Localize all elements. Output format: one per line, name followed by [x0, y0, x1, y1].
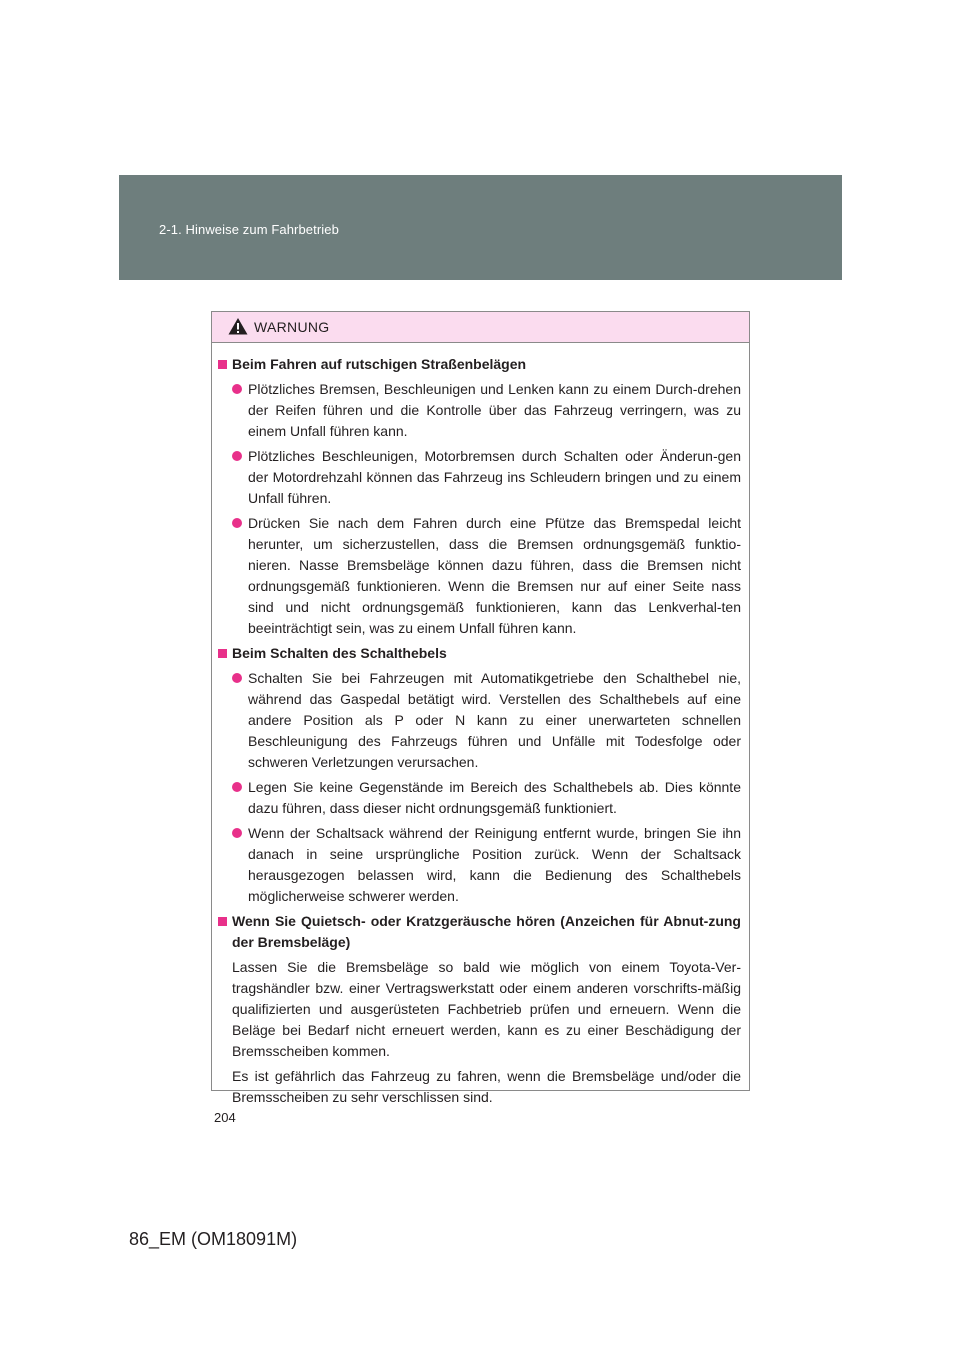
square-bullet-icon: [218, 917, 227, 926]
bullet-item: Plötzliches Bremsen, Beschleunigen und Lenken kann zu einem Durch-drehen der Reifen führen und die Kontrolle über das Fahrzeug verringern, was zu einem Unfall führen kann.: [218, 379, 741, 442]
section-heading: Beim Fahren auf rutschigen Straßenbelägen: [218, 354, 741, 375]
bullet-item: Schalten Sie bei Fahrzeugen mit Automatikgetriebe den Schalthebel nie, während das Gaspedal betätigt wird. Verstellen des Schalthebels auf eine andere Position als P oder N kann zu einer unerwarteten schnellen Beschleunigung des Fahrzeugs führen und Unfälle mit Todesfolge oder schweren Verletzungen verursachen.: [218, 668, 741, 773]
warning-body: [212, 343, 749, 1108]
warning-header: [212, 312, 749, 343]
dot-bullet-icon: [232, 451, 242, 461]
square-bullet-icon: [218, 649, 227, 658]
header-band: [119, 175, 842, 280]
warning-box: [211, 311, 750, 1105]
dot-bullet-icon: [232, 673, 242, 683]
section-heading: Wenn Sie Quietsch- oder Kratzgeräusche hören (Anzeichen für Abnut-zung der Bremsbeläge): [218, 911, 741, 953]
warning-triangle-icon: [228, 317, 248, 335]
dot-bullet-icon: [232, 828, 242, 838]
bullet-item: Drücken Sie nach dem Fahren durch eine Pfütze das Bremspedal leicht herunter, um sicherzustellen, dass die Bremsen ordnungsgemäß funktio-nieren. Nasse Bremsbeläge können dazu führen, dass die Bremsen nicht ordnungsgemäß funktionieren. Wenn die Bremsen nur auf einer Seite nass sind und nicht ordnungsgemäß funktionieren, kann das Lenkverhal-ten beeinträchtigt sein, was zu einem Unfall führen kann.: [218, 513, 741, 639]
page-number: 204: [214, 1110, 236, 1125]
bullet-item: Wenn der Schaltsack während der Reinigung entfernt wurde, bringen Sie ihn danach in seine ursprüngliche Position zurück. Wenn der Schaltsack herausgezogen belassen wird, kann die Bedienung des Schalthebels möglicherweise schwerer werden.: [218, 823, 741, 907]
document-code: 86_EM (OM18091M): [129, 1229, 298, 1249]
bullet-item: Plötzliches Beschleunigen, Motorbremsen durch Schalten oder Änderun-gen der Motordrehzahl können das Fahrzeug ins Schleudern bringen und zu einem Unfall führen.: [218, 446, 741, 509]
bullet-item: Legen Sie keine Gegenstände im Bereich des Schalthebels ab. Dies könnte dazu führen, dass dieser nicht ordnungsgemäß funktioniert.: [218, 777, 741, 819]
warning-title: WARNUNG: [254, 319, 330, 335]
paragraph: Es ist gefährlich das Fahrzeug zu fahren, wenn die Bremsbeläge und/oder die Bremsscheiben zu sehr verschlissen sind.: [232, 1068, 741, 1105]
dot-bullet-icon: [232, 518, 242, 528]
dot-bullet-icon: [232, 782, 242, 792]
section-heading: Beim Schalten des Schalthebels: [218, 643, 741, 664]
dot-bullet-icon: [232, 384, 242, 394]
square-bullet-icon: [218, 360, 227, 369]
section-title: 2-1. Hinweise zum Fahrbetrieb: [159, 222, 339, 237]
paragraph: Lassen Sie die Bremsbeläge so bald wie möglich von einem Toyota-Ver-tragshändler bzw. einer Vertragswerkstatt oder einem anderen vorschrifts-mäßig qualifizierten und ausgerüsteten Fachbetrieb prüfen und erneuern. Wenn die Beläge bei Bedarf nicht erneuert werden, kann es zu einer Beschädigung der Bremsscheiben kommen.: [232, 959, 741, 1059]
